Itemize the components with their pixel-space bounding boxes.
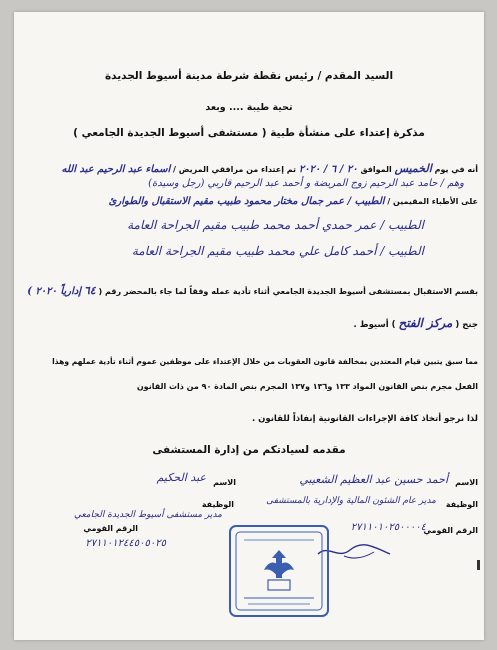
attackers-handwritten: وهم / حامد عبد الرحيم زوج المريضة و أحمد عبد الرحيم قاربي (رجل وسيدة) [148,178,464,189]
doctor-2-handwritten: الطبيب / عمر حمدي أحمد محمد طبيب مقيم الجراحة العامة [127,218,424,232]
crime-suffix: ) أسيوط . [353,320,396,330]
greeting-line: تحية طيبة .... وبعد [205,102,293,113]
addressee-line: السيد المقدم / رئيس نقطة شرطة مدينة أسيوط الجديدة [104,70,394,82]
crime-prefix: جنح ( [455,320,478,330]
patient-handwritten: اسماء عبد الرحيم عبد الله [61,164,171,175]
signer-right-name-label: الاسم [455,478,478,487]
date-label: الموافق [360,165,392,174]
incident-prefix: أنه في يوم [434,165,478,174]
report-text: بقسم الاستقبال بمستشفى أسيوط الجديدة الجامعي أثناء تأدية عمله وفقاً لما جاء بالمحضر رقم ( [98,287,478,296]
hospital-stamp [224,522,334,622]
document-page [14,12,484,640]
signer-right-id-handwritten: ٢٧١١٠١٠٢٥٠٠٠٠٤ [350,522,426,533]
crime-line [354,316,478,330]
signer-right-name-handwritten: أحمد حسين عبد العظيم الشعيبي [299,473,448,486]
crime-handwritten: مركز الفتح [398,316,453,330]
request-line: لذا نرجو أتخاذ كافة الإجراءات القانونية إنفاذاً للقانون . [251,414,478,424]
doctors-line [109,196,478,207]
signer-left-name-label: الاسم [213,478,236,487]
doctors-label: على الأطباء المقيمين / [387,197,478,206]
signer-left-job-label: الوظيفة [201,500,234,509]
signer-left-job-handwritten: مدير مستشفى أسيوط الجديدة الجامعي [73,510,222,520]
incident-line-1 [61,162,478,175]
signer-right-id-label: الرقم القومي [423,526,478,535]
report-line [27,284,478,297]
doctor-3-handwritten: الطبيب / أحمد كامل علي محمد طبيب مقيم الجراحة العامة [131,244,424,258]
signer-right-job-handwritten: مدير عام الشئون المالية والإدارية بالمستشفى [266,496,436,506]
report-number-handwritten: ٦٤ [83,284,96,297]
doctor-1-handwritten: الطبيب / عمر جمال مختار محمود طبيب مقيم الاستقبال والطوارئ [108,196,385,207]
page-edge-mark [477,560,480,570]
subject-line: مذكرة إعتداء على منشأة طبية ( مستشفى أسيوط الجديدة الجامعي ) [73,127,425,139]
report-number-suffix: إدارياً ٢٠٢٠ ) [27,286,82,297]
signer-left-name-handwritten: عبد الحكيم [156,471,206,484]
signer-left-id-handwritten: ٢٧١١٠١٢٤٤٥٠٥٠٢٥ [85,538,166,549]
signer-left-id-label: الرقم القومي [83,524,138,533]
paragraph-1-line-1: مما سبق يتبين قيام المعتدين بمخالفة قانون العقوبات من خلال الإعتداء على موظفين عموم أثناء تأدية عملهم وهذا [52,357,478,366]
incident-suffix: تم إعتداء من مرافقي المريض / [173,165,297,174]
signer-right-job-label: الوظيفة [445,500,478,509]
date-handwritten: ٢٠ / ٦ / ٢٠٢٠ [298,164,358,175]
submitted-title: مقدمه لسيادتكم من إدارة المستشفى [152,444,346,456]
day-handwritten: الخميس [394,162,432,175]
paragraph-1-line-2: الفعل مجرم بنص القانون المواد ١٣٣ و١٣٦ و١٣٧ المجرم بنص المادة ٩٠ من ذات القانون [136,382,478,391]
